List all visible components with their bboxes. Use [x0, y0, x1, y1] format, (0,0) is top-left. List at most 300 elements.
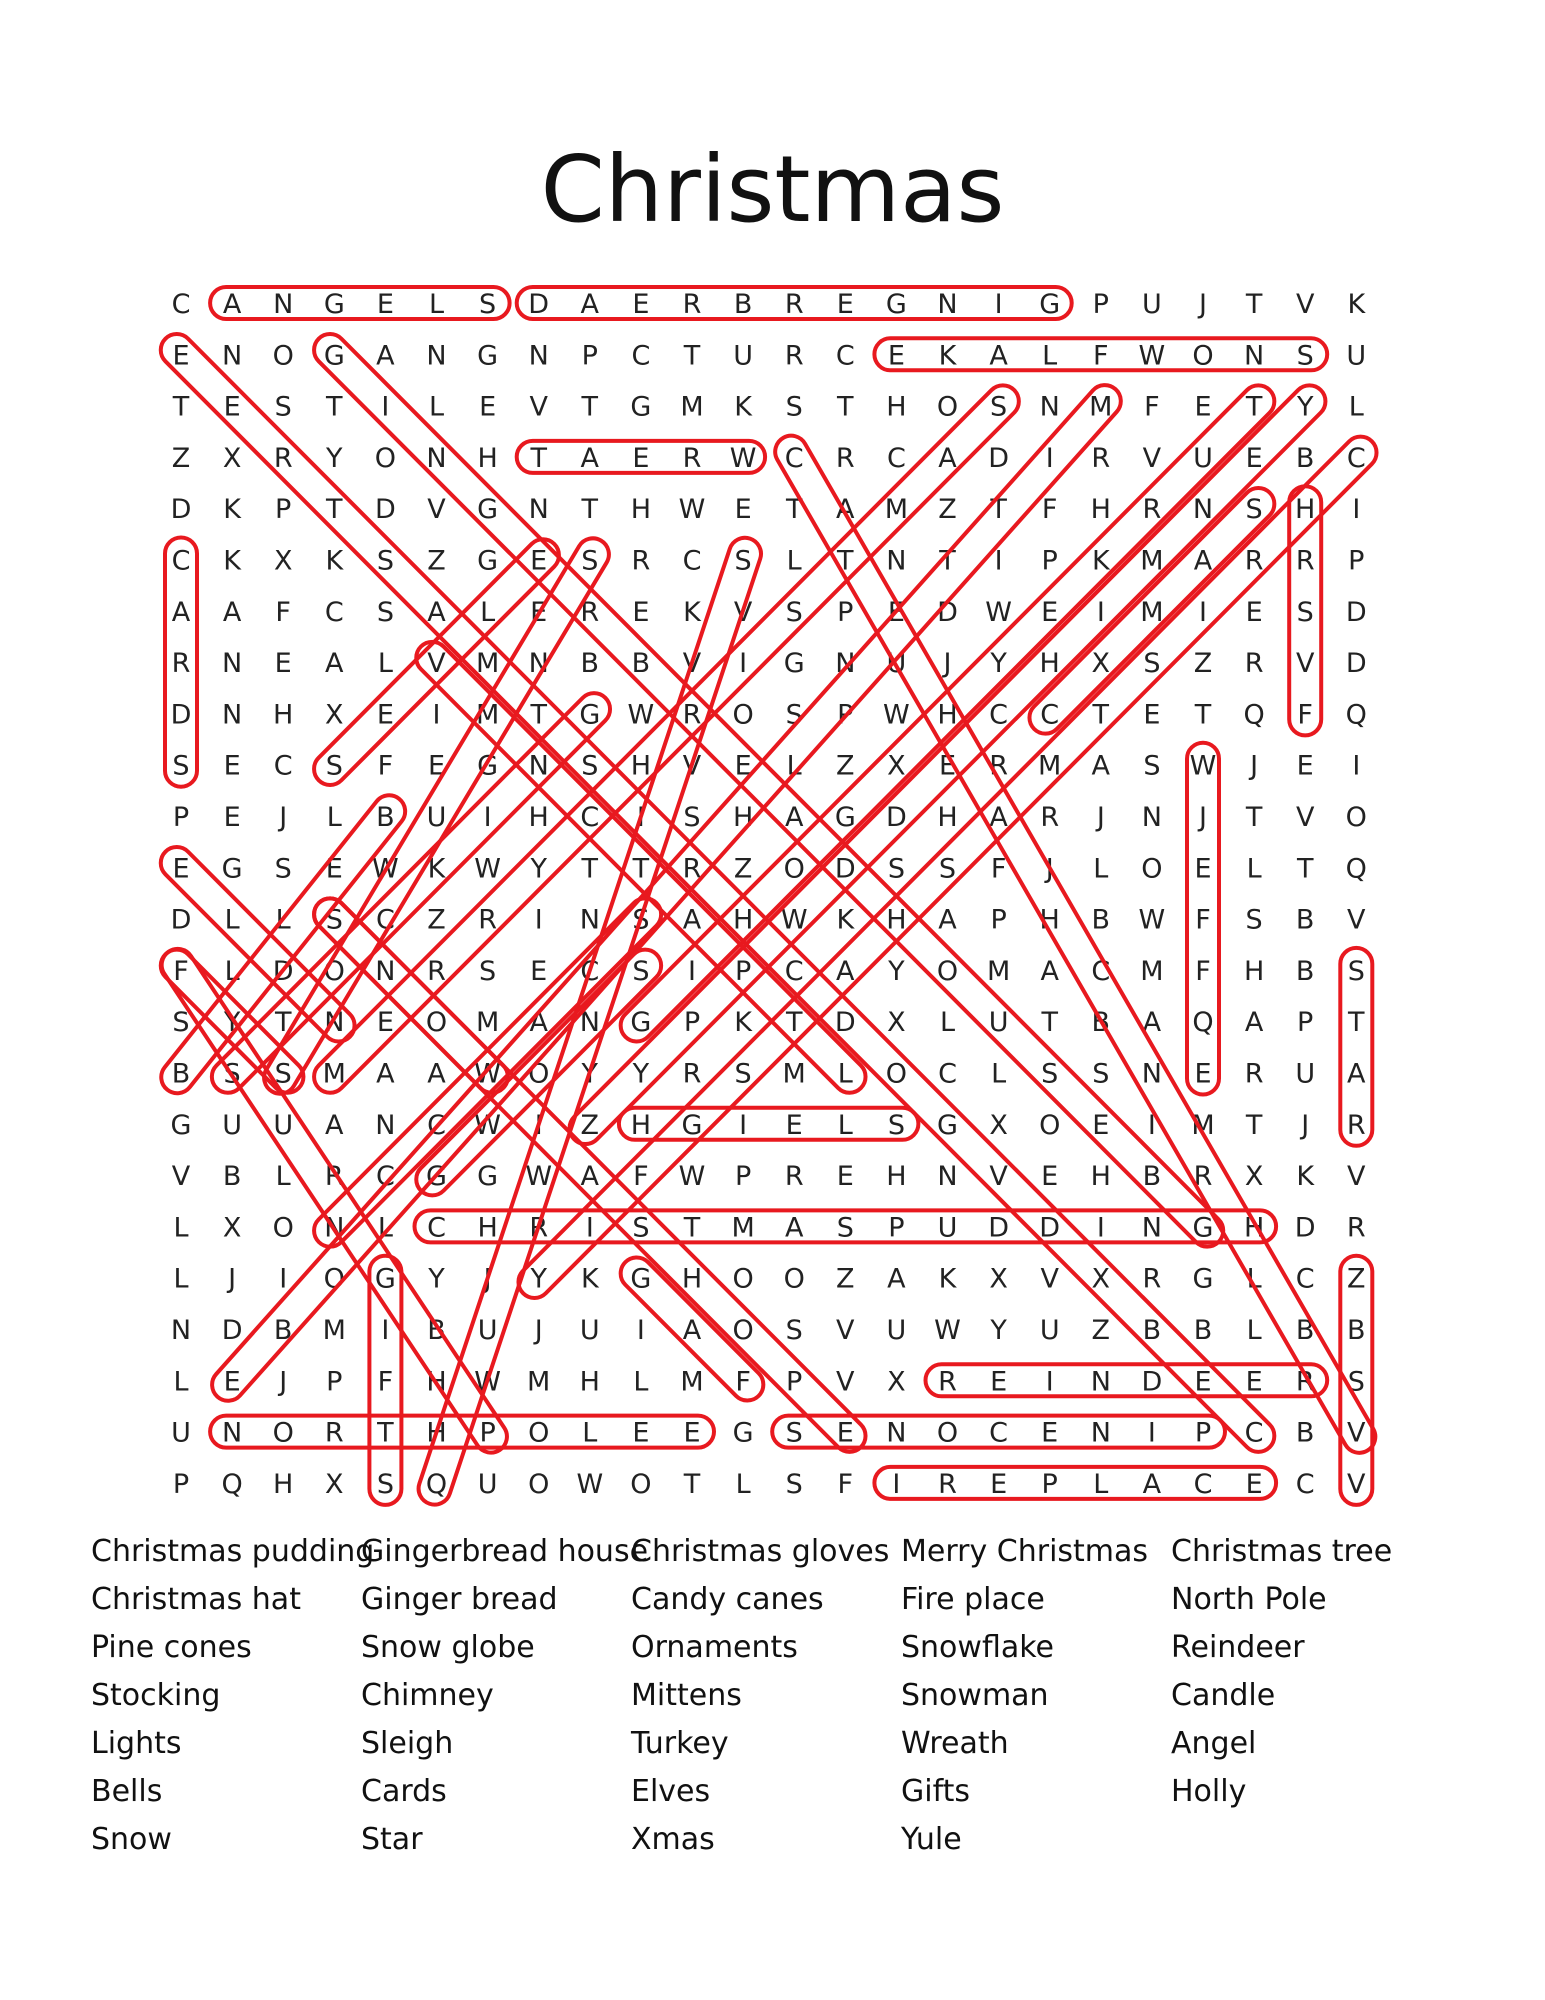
grid-letter[interactable]: N: [324, 1212, 345, 1244]
grid-letter[interactable]: Z: [171, 442, 191, 474]
grid-letter[interactable]: G: [937, 1109, 958, 1141]
grid-letter[interactable]: C: [324, 596, 344, 628]
grid-letter[interactable]: M: [322, 1315, 346, 1346]
grid-letter[interactable]: J: [943, 648, 952, 680]
grid-letter[interactable]: W: [372, 853, 399, 885]
grid-letter[interactable]: C: [938, 1058, 957, 1090]
grid-letter[interactable]: M: [475, 699, 500, 731]
grid-letter[interactable]: H: [1090, 1161, 1111, 1193]
grid-letter[interactable]: H: [477, 442, 498, 474]
grid-letter[interactable]: M: [782, 1058, 806, 1090]
grid-letter[interactable]: Q: [1345, 853, 1367, 885]
grid-letter[interactable]: V: [1347, 1161, 1366, 1193]
grid-letter[interactable]: Q: [425, 1468, 448, 1500]
grid-letter[interactable]: P: [837, 699, 854, 731]
grid-letter[interactable]: N: [221, 699, 243, 731]
grid-letter[interactable]: E: [1194, 391, 1212, 423]
grid-letter[interactable]: E: [1194, 1058, 1212, 1090]
grid-letter[interactable]: M: [1140, 596, 1164, 628]
grid-letter[interactable]: O: [936, 955, 959, 987]
grid-letter[interactable]: D: [937, 596, 958, 628]
grid-letter[interactable]: N: [1090, 1417, 1111, 1449]
grid-letter[interactable]: F: [1297, 699, 1313, 731]
grid-letter[interactable]: C: [1295, 1263, 1315, 1295]
grid-letter[interactable]: F: [275, 596, 291, 628]
grid-letter[interactable]: S: [581, 545, 599, 577]
grid-letter[interactable]: G: [1039, 289, 1061, 320]
grid-letter[interactable]: R: [1142, 494, 1162, 526]
grid-letter[interactable]: R: [1091, 442, 1111, 474]
grid-letter[interactable]: P: [172, 1468, 190, 1500]
grid-letter[interactable]: L: [1348, 391, 1364, 423]
grid-letter[interactable]: R: [682, 853, 702, 885]
grid-letter[interactable]: T: [1092, 699, 1110, 731]
grid-letter[interactable]: H: [681, 1263, 703, 1295]
grid-letter[interactable]: T: [683, 340, 701, 372]
grid-letter[interactable]: H: [937, 699, 958, 731]
grid-letter[interactable]: I: [1147, 1109, 1156, 1141]
grid-letter[interactable]: N: [1192, 494, 1214, 526]
grid-letter[interactable]: W: [474, 1109, 501, 1141]
grid-letter[interactable]: E: [683, 1417, 701, 1449]
grid-letter[interactable]: C: [427, 1109, 446, 1141]
grid-letter[interactable]: A: [887, 1263, 906, 1295]
grid-letter[interactable]: S: [274, 391, 292, 423]
grid-letter[interactable]: R: [324, 1417, 344, 1449]
grid-letter[interactable]: H: [426, 1366, 447, 1398]
grid-letter[interactable]: D: [528, 289, 550, 320]
grid-letter[interactable]: K: [836, 904, 855, 936]
grid-letter[interactable]: F: [173, 955, 189, 987]
grid-letter[interactable]: W: [576, 1468, 604, 1500]
grid-letter[interactable]: R: [273, 442, 293, 474]
grid-letter[interactable]: O: [272, 1212, 294, 1244]
grid-letter[interactable]: J: [279, 1366, 288, 1398]
grid-letter[interactable]: L: [786, 750, 802, 782]
grid-letter[interactable]: L: [173, 1366, 189, 1398]
grid-letter[interactable]: G: [630, 1263, 652, 1295]
grid-letter[interactable]: I: [1352, 750, 1361, 782]
grid-letter[interactable]: S: [376, 545, 394, 577]
grid-letter[interactable]: R: [682, 1058, 702, 1090]
grid-letter[interactable]: D: [834, 1007, 856, 1039]
grid-letter[interactable]: C: [631, 340, 651, 372]
grid-letter[interactable]: O: [528, 1417, 550, 1449]
grid-letter[interactable]: B: [1295, 1315, 1315, 1346]
grid-letter[interactable]: E: [887, 596, 905, 628]
grid-letter[interactable]: X: [887, 1007, 906, 1039]
grid-letter[interactable]: P: [1348, 545, 1365, 577]
grid-letter[interactable]: L: [377, 648, 393, 680]
grid-letter[interactable]: P: [734, 955, 752, 987]
grid-letter[interactable]: Z: [836, 750, 855, 782]
grid-letter[interactable]: T: [837, 545, 854, 577]
grid-letter[interactable]: G: [221, 853, 243, 885]
grid-letter[interactable]: U: [1346, 340, 1367, 372]
grid-letter[interactable]: L: [633, 1366, 649, 1398]
grid-letter[interactable]: L: [991, 1058, 1007, 1090]
grid-letter[interactable]: E: [734, 494, 752, 526]
grid-letter[interactable]: V: [529, 391, 548, 423]
grid-letter[interactable]: Z: [836, 1263, 855, 1295]
grid-letter[interactable]: C: [375, 1161, 395, 1193]
grid-letter[interactable]: T: [581, 494, 599, 526]
grid-letter[interactable]: N: [528, 648, 549, 680]
grid-letter[interactable]: V: [427, 648, 446, 680]
grid-letter[interactable]: F: [377, 1366, 394, 1398]
grid-letter[interactable]: G: [323, 340, 345, 372]
grid-letter[interactable]: U: [988, 1007, 1009, 1039]
grid-letter[interactable]: I: [534, 1109, 543, 1141]
grid-letter[interactable]: W: [627, 699, 655, 731]
grid-letter[interactable]: N: [221, 1417, 243, 1449]
grid-letter[interactable]: K: [1296, 1161, 1315, 1193]
grid-letter[interactable]: C: [682, 545, 702, 577]
grid-letter[interactable]: V: [836, 1366, 855, 1398]
grid-letter[interactable]: B: [631, 648, 651, 680]
grid-letter[interactable]: H: [1243, 955, 1265, 987]
grid-letter[interactable]: T: [1245, 289, 1263, 320]
grid-letter[interactable]: Z: [427, 545, 446, 577]
grid-letter[interactable]: E: [887, 340, 905, 372]
grid-letter[interactable]: P: [1041, 545, 1058, 577]
grid-letter[interactable]: B: [1295, 442, 1315, 474]
grid-letter[interactable]: U: [426, 802, 447, 833]
grid-letter[interactable]: K: [427, 853, 446, 885]
grid-letter[interactable]: D: [988, 1212, 1009, 1244]
grid-letter[interactable]: X: [325, 699, 344, 731]
grid-letter[interactable]: O: [783, 1263, 805, 1295]
grid-letter[interactable]: E: [1143, 699, 1161, 731]
grid-letter[interactable]: L: [275, 904, 291, 936]
grid-letter[interactable]: V: [1347, 904, 1366, 936]
grid-letter[interactable]: G: [426, 1161, 447, 1193]
grid-letter[interactable]: S: [785, 699, 803, 731]
grid-letter[interactable]: S: [479, 289, 497, 320]
grid-letter[interactable]: N: [221, 340, 243, 372]
grid-letter[interactable]: P: [326, 1366, 343, 1398]
grid-letter[interactable]: Y: [990, 648, 1007, 680]
grid-letter[interactable]: G: [477, 545, 499, 577]
grid-letter[interactable]: I: [1096, 596, 1105, 628]
grid-letter[interactable]: M: [1089, 391, 1113, 423]
grid-letter[interactable]: B: [171, 1058, 191, 1090]
grid-letter[interactable]: D: [1141, 1366, 1163, 1398]
grid-letter[interactable]: I: [688, 955, 696, 987]
grid-letter[interactable]: D: [1345, 648, 1367, 680]
grid-letter[interactable]: N: [375, 1109, 396, 1141]
grid-letter[interactable]: S: [632, 904, 650, 936]
grid-letter[interactable]: P: [786, 1366, 803, 1398]
grid-letter[interactable]: B: [222, 1161, 242, 1193]
grid-letter[interactable]: N: [1141, 1058, 1163, 1090]
grid-letter[interactable]: D: [170, 494, 192, 526]
grid-letter[interactable]: S: [479, 955, 497, 987]
grid-letter[interactable]: I: [739, 648, 748, 680]
grid-letter[interactable]: A: [784, 1212, 804, 1244]
grid-letter[interactable]: F: [1093, 340, 1109, 372]
grid-letter[interactable]: X: [887, 750, 906, 782]
grid-letter[interactable]: X: [325, 1468, 344, 1500]
grid-letter[interactable]: E: [376, 699, 394, 731]
grid-letter[interactable]: R: [682, 289, 702, 320]
grid-letter[interactable]: I: [1096, 1212, 1105, 1244]
grid-letter[interactable]: H: [1039, 648, 1060, 680]
grid-letter[interactable]: W: [474, 853, 501, 885]
grid-letter[interactable]: N: [528, 340, 549, 372]
grid-letter[interactable]: S: [683, 802, 701, 833]
grid-letter[interactable]: R: [682, 442, 702, 474]
grid-letter[interactable]: K: [1091, 545, 1110, 577]
grid-letter[interactable]: U: [886, 1315, 907, 1346]
grid-letter[interactable]: S: [581, 750, 599, 782]
grid-letter[interactable]: S: [785, 391, 803, 423]
grid-letter[interactable]: O: [1039, 1109, 1061, 1141]
grid-letter[interactable]: S: [1296, 596, 1314, 628]
grid-letter[interactable]: E: [427, 750, 446, 782]
grid-letter[interactable]: I: [892, 1468, 901, 1500]
grid-letter[interactable]: P: [1297, 1007, 1314, 1039]
grid-letter[interactable]: E: [1041, 596, 1059, 628]
grid-letter[interactable]: Q: [1192, 1007, 1214, 1039]
grid-letter[interactable]: J: [534, 1315, 543, 1346]
grid-letter[interactable]: V: [682, 750, 702, 782]
grid-letter[interactable]: V: [1295, 802, 1315, 833]
grid-letter[interactable]: L: [275, 1161, 291, 1193]
grid-letter[interactable]: N: [426, 340, 447, 372]
grid-letter[interactable]: F: [735, 1366, 751, 1398]
grid-letter[interactable]: T: [1348, 1007, 1365, 1039]
grid-letter[interactable]: R: [1295, 1366, 1315, 1398]
grid-letter[interactable]: E: [836, 1417, 854, 1449]
grid-letter[interactable]: A: [682, 904, 702, 936]
grid-letter[interactable]: S: [1143, 750, 1161, 782]
grid-letter[interactable]: S: [785, 1315, 803, 1346]
grid-letter[interactable]: S: [1347, 1366, 1365, 1398]
grid-letter[interactable]: C: [989, 1417, 1009, 1449]
grid-letter[interactable]: I: [1352, 494, 1361, 526]
grid-letter[interactable]: C: [1346, 442, 1366, 474]
grid-letter[interactable]: R: [478, 904, 497, 936]
grid-letter[interactable]: L: [1246, 853, 1262, 885]
grid-letter[interactable]: L: [224, 904, 240, 936]
grid-letter[interactable]: P: [1041, 1468, 1058, 1500]
grid-letter[interactable]: O: [732, 1315, 754, 1346]
grid-letter[interactable]: R: [1244, 545, 1264, 577]
grid-letter[interactable]: L: [1246, 1315, 1262, 1346]
grid-letter[interactable]: L: [428, 289, 445, 320]
grid-letter[interactable]: E: [530, 545, 548, 577]
grid-letter[interactable]: W: [985, 596, 1012, 628]
grid-letter[interactable]: A: [989, 802, 1008, 833]
grid-letter[interactable]: Z: [938, 494, 957, 526]
grid-letter[interactable]: S: [325, 750, 343, 782]
grid-letter[interactable]: G: [579, 699, 601, 731]
grid-letter[interactable]: C: [784, 442, 804, 474]
grid-letter[interactable]: C: [427, 1212, 446, 1244]
grid-letter[interactable]: S: [1245, 494, 1263, 526]
grid-letter[interactable]: Q: [221, 1468, 243, 1500]
grid-letter[interactable]: H: [426, 1417, 447, 1449]
grid-letter[interactable]: H: [630, 494, 652, 526]
grid-letter[interactable]: S: [274, 1058, 292, 1090]
grid-letter[interactable]: W: [729, 442, 757, 474]
grid-letter[interactable]: A: [938, 442, 957, 474]
grid-letter[interactable]: B: [1091, 904, 1111, 936]
grid-letter[interactable]: N: [375, 955, 396, 987]
grid-letter[interactable]: U: [171, 1417, 191, 1449]
grid-letter[interactable]: H: [886, 1161, 907, 1193]
grid-letter[interactable]: U: [937, 1212, 958, 1244]
grid-letter[interactable]: E: [1041, 1161, 1059, 1193]
grid-letter[interactable]: Z: [1347, 1263, 1366, 1295]
grid-letter[interactable]: R: [1040, 802, 1060, 833]
grid-letter[interactable]: Z: [580, 1109, 600, 1141]
grid-letter[interactable]: N: [579, 1007, 600, 1039]
grid-letter[interactable]: B: [376, 802, 395, 833]
grid-letter[interactable]: B: [1142, 1161, 1162, 1193]
grid-letter[interactable]: L: [939, 1007, 956, 1039]
grid-letter[interactable]: M: [1140, 545, 1164, 577]
grid-letter[interactable]: X: [273, 545, 293, 577]
grid-letter[interactable]: P: [275, 494, 292, 526]
grid-letter[interactable]: Z: [733, 853, 753, 885]
grid-letter[interactable]: R: [1244, 1058, 1264, 1090]
grid-letter[interactable]: P: [734, 1161, 752, 1193]
grid-letter[interactable]: L: [1093, 1468, 1109, 1500]
grid-letter[interactable]: U: [1295, 1058, 1316, 1090]
grid-letter[interactable]: S: [1143, 648, 1161, 680]
grid-letter[interactable]: A: [784, 802, 804, 833]
grid-letter[interactable]: U: [477, 1468, 498, 1500]
grid-letter[interactable]: L: [1042, 340, 1058, 372]
grid-letter[interactable]: M: [475, 648, 500, 680]
grid-letter[interactable]: S: [734, 545, 752, 577]
grid-letter[interactable]: R: [784, 1161, 804, 1193]
grid-letter[interactable]: C: [989, 699, 1009, 731]
grid-letter[interactable]: N: [886, 1417, 907, 1449]
grid-letter[interactable]: K: [223, 545, 241, 577]
grid-letter[interactable]: F: [1041, 494, 1058, 526]
grid-letter[interactable]: E: [274, 648, 292, 680]
grid-letter[interactable]: B: [1193, 1315, 1213, 1346]
grid-letter[interactable]: D: [1345, 596, 1367, 628]
grid-letter[interactable]: P: [683, 1007, 701, 1039]
grid-letter[interactable]: Y: [223, 1007, 241, 1039]
grid-letter[interactable]: E: [1245, 596, 1263, 628]
grid-letter[interactable]: B: [733, 289, 753, 320]
grid-letter[interactable]: A: [1091, 750, 1111, 782]
grid-letter[interactable]: T: [837, 391, 854, 423]
grid-letter[interactable]: L: [173, 1212, 189, 1244]
grid-letter[interactable]: T: [683, 1212, 701, 1244]
grid-letter[interactable]: T: [683, 1468, 701, 1500]
grid-letter[interactable]: R: [1346, 1212, 1366, 1244]
grid-letter[interactable]: N: [170, 1315, 192, 1346]
grid-letter[interactable]: V: [733, 596, 753, 628]
grid-letter[interactable]: W: [1138, 904, 1166, 936]
grid-letter[interactable]: S: [785, 1468, 803, 1500]
grid-letter[interactable]: D: [221, 1315, 243, 1346]
grid-letter[interactable]: L: [224, 955, 240, 987]
grid-letter[interactable]: A: [836, 955, 855, 987]
grid-letter[interactable]: P: [172, 802, 190, 833]
grid-letter[interactable]: P: [479, 1417, 496, 1449]
grid-letter[interactable]: U: [1193, 442, 1213, 474]
grid-letter[interactable]: G: [477, 1161, 499, 1193]
grid-letter[interactable]: I: [1147, 1417, 1156, 1449]
grid-letter[interactable]: K: [683, 596, 701, 628]
grid-letter[interactable]: H: [477, 1212, 498, 1244]
grid-letter[interactable]: X: [222, 442, 242, 474]
grid-letter[interactable]: L: [173, 1263, 189, 1295]
grid-letter[interactable]: M: [1191, 1109, 1215, 1141]
grid-letter[interactable]: D: [834, 853, 856, 885]
grid-letter[interactable]: O: [732, 1263, 754, 1295]
grid-letter[interactable]: E: [1194, 1366, 1212, 1398]
grid-letter[interactable]: E: [172, 340, 190, 372]
grid-letter[interactable]: A: [222, 289, 242, 320]
grid-letter[interactable]: A: [325, 1109, 344, 1141]
grid-letter[interactable]: D: [988, 442, 1009, 474]
grid-letter[interactable]: S: [274, 853, 292, 885]
grid-letter[interactable]: N: [1243, 340, 1265, 372]
grid-letter[interactable]: L: [1246, 1263, 1262, 1295]
grid-letter[interactable]: Y: [581, 1058, 599, 1090]
grid-letter[interactable]: N: [1039, 391, 1060, 423]
grid-letter[interactable]: T: [1041, 1007, 1058, 1039]
grid-letter[interactable]: Y: [530, 1263, 547, 1295]
grid-letter[interactable]: A: [427, 1058, 446, 1090]
grid-letter[interactable]: H: [1295, 494, 1316, 526]
grid-letter[interactable]: C: [273, 750, 293, 782]
grid-letter[interactable]: C: [1295, 1468, 1315, 1500]
grid-letter[interactable]: Y: [632, 1058, 650, 1090]
grid-letter[interactable]: E: [632, 289, 650, 320]
grid-letter[interactable]: R: [938, 1468, 957, 1500]
grid-letter[interactable]: A: [938, 904, 957, 936]
grid-letter[interactable]: N: [221, 648, 243, 680]
grid-letter[interactable]: B: [273, 1315, 293, 1346]
grid-letter[interactable]: X: [1244, 1161, 1264, 1193]
grid-letter[interactable]: G: [681, 1109, 703, 1141]
grid-letter[interactable]: S: [172, 1007, 190, 1039]
grid-letter[interactable]: O: [528, 1468, 550, 1500]
grid-letter[interactable]: E: [1092, 1109, 1110, 1141]
grid-letter[interactable]: T: [274, 1007, 292, 1039]
grid-letter[interactable]: B: [1142, 1315, 1162, 1346]
grid-letter[interactable]: U: [222, 1109, 242, 1141]
grid-letter[interactable]: N: [937, 289, 958, 320]
grid-letter[interactable]: V: [1040, 1263, 1059, 1295]
grid-letter[interactable]: Z: [427, 904, 446, 936]
grid-letter[interactable]: M: [680, 1366, 704, 1398]
grid-letter[interactable]: K: [938, 1263, 957, 1295]
grid-letter[interactable]: U: [273, 1109, 294, 1141]
grid-letter[interactable]: K: [223, 494, 241, 526]
grid-letter[interactable]: S: [887, 853, 905, 885]
grid-letter[interactable]: T: [939, 545, 956, 577]
grid-letter[interactable]: C: [1193, 1468, 1213, 1500]
grid-letter[interactable]: E: [734, 750, 752, 782]
grid-letter[interactable]: E: [530, 596, 548, 628]
grid-letter[interactable]: V: [989, 1161, 1008, 1193]
grid-letter[interactable]: O: [936, 391, 959, 423]
grid-letter[interactable]: H: [937, 802, 958, 833]
grid-letter[interactable]: D: [1039, 1212, 1061, 1244]
grid-letter[interactable]: A: [529, 1007, 548, 1039]
grid-letter[interactable]: G: [783, 648, 805, 680]
